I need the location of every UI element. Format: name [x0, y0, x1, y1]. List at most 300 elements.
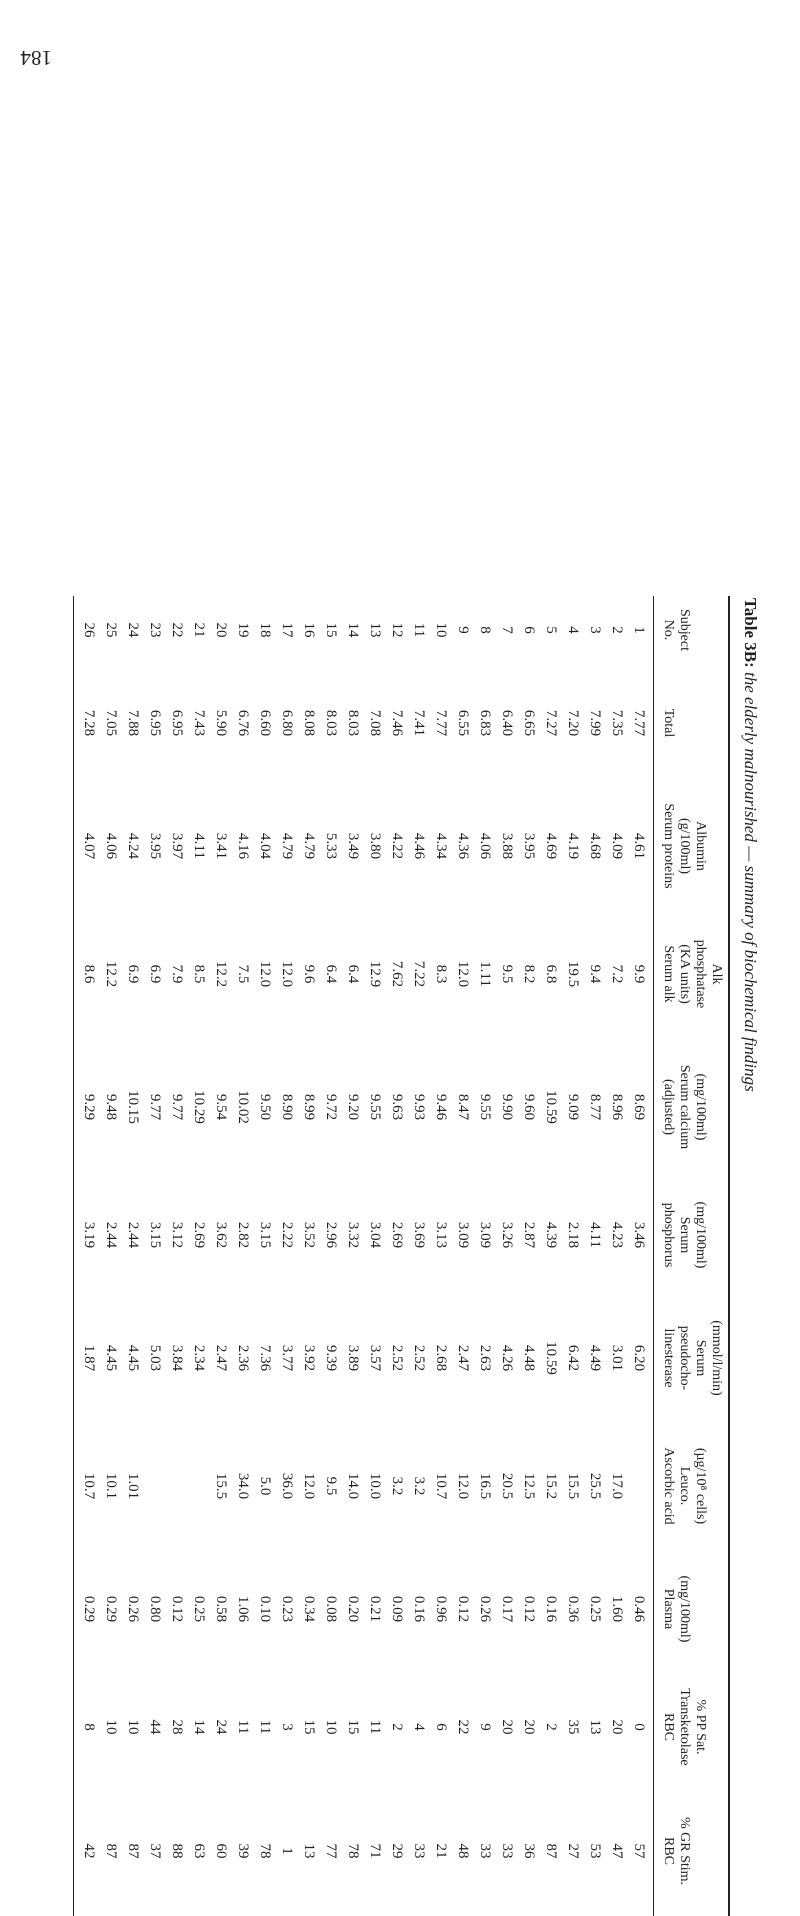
- table-row: [210, 596, 232, 1916]
- table-cell: 3.46: [631, 1221, 647, 1249]
- table-cell: 4.06: [103, 832, 119, 860]
- table-cell: 2.36: [235, 1344, 251, 1372]
- table-cell: 4: [411, 1723, 427, 1731]
- table-cell: 78: [257, 1843, 273, 1859]
- table-cell: 60: [213, 1843, 229, 1859]
- table-cell: 20.5: [499, 1472, 515, 1500]
- table-cell: 0.10: [257, 1595, 273, 1623]
- table-cell: 3.84: [169, 1344, 185, 1372]
- table-cell: 1.87: [81, 1344, 97, 1372]
- table-cell: 4.11: [191, 833, 207, 859]
- table-cell: 8.2: [521, 964, 537, 984]
- table-cell: 9.5: [499, 964, 515, 984]
- table-cell: 7.62: [389, 960, 405, 988]
- table-cell: 1.01: [125, 1472, 141, 1500]
- table-cell: 15: [345, 1719, 361, 1735]
- table-row: [452, 596, 474, 1916]
- table-cell: 2.68: [433, 1344, 449, 1372]
- table-cell: 77: [323, 1843, 339, 1859]
- table-cell: 3.52: [301, 1221, 317, 1249]
- table-cell: 9.6: [301, 964, 317, 984]
- table-cell: 13: [367, 622, 383, 638]
- table-cell: [188, 1422, 210, 1550]
- table-cell: 8.77: [587, 1093, 603, 1121]
- table-cell: 3.09: [477, 1221, 493, 1249]
- table-cell: 2.47: [455, 1344, 471, 1372]
- table-cell: 14: [345, 622, 361, 638]
- table-cell: 9.29: [81, 1093, 97, 1121]
- table-cell: 3.26: [499, 1221, 515, 1249]
- table-cell: 20: [609, 1719, 625, 1735]
- table-cell: 7.88: [125, 709, 141, 737]
- table-cell: 4.39: [543, 1221, 559, 1249]
- table-cell: 10.7: [433, 1472, 449, 1500]
- table-cell: 8.90: [279, 1093, 295, 1121]
- table-cell: 11: [257, 1719, 273, 1735]
- table-row: [518, 596, 540, 1916]
- table-cell: 12.5: [521, 1472, 537, 1500]
- table-cell: 2.22: [279, 1221, 295, 1249]
- table-cell: 0.26: [477, 1595, 493, 1623]
- table-cell: 7.36: [257, 1344, 273, 1372]
- table-cell: 8.5: [191, 964, 207, 984]
- table-cell: [144, 1422, 166, 1550]
- table-cell: 2.82: [235, 1221, 251, 1249]
- table-cell: 0.80: [147, 1595, 163, 1623]
- table-cell: 47: [609, 1843, 625, 1859]
- table-cell: 0.29: [103, 1595, 119, 1623]
- col-header-rbc-gr-stim: % GR Stim. RBC: [661, 1816, 692, 1886]
- table-cell: 6: [433, 1723, 449, 1731]
- table-cell: 8.03: [323, 709, 339, 737]
- table-cell: 63: [191, 1843, 207, 1859]
- table-cell: 5.33: [323, 832, 339, 860]
- table-cell: 12.0: [455, 960, 471, 988]
- table-row: [166, 596, 188, 1916]
- table-cell: 9.72: [323, 1093, 339, 1121]
- table-cell: 11: [235, 1719, 251, 1735]
- table-cell: 9.50: [257, 1093, 273, 1121]
- table-cell: 78: [345, 1843, 361, 1859]
- table-cell: 7.9: [169, 964, 185, 984]
- table-cell: 20: [499, 1719, 515, 1735]
- table-cell: 37: [147, 1843, 163, 1859]
- table-cell: 15.2: [543, 1472, 559, 1500]
- table-cell: 6.42: [565, 1344, 581, 1372]
- table-row: [122, 596, 144, 1916]
- table-row: [408, 596, 430, 1916]
- table-cell: 0.16: [543, 1595, 559, 1623]
- table-row: [144, 596, 166, 1916]
- table-cell: 4.23: [609, 1221, 625, 1249]
- table-cell: 6.4: [345, 964, 361, 984]
- table-cell: 3.92: [301, 1344, 317, 1372]
- table-cell: 4.68: [587, 832, 603, 860]
- table-cell: 0.36: [565, 1595, 581, 1623]
- table-cell: 53: [587, 1843, 603, 1859]
- table-cell: 6.8: [543, 964, 559, 984]
- table-cell: 42: [81, 1843, 97, 1859]
- table-row: [628, 596, 654, 1916]
- table-cell: 11: [411, 622, 427, 638]
- table-cell: 7.27: [543, 709, 559, 737]
- table-cell: 7.20: [565, 709, 581, 737]
- table-cell: 8.3: [433, 964, 449, 984]
- table-cell: 14: [191, 1719, 207, 1735]
- table-cell: 9.20: [345, 1093, 361, 1121]
- table-cell: 2: [609, 626, 625, 634]
- table-cell: 7.43: [191, 709, 207, 737]
- table-cell: 10.0: [367, 1472, 383, 1500]
- table-cell: 3.77: [279, 1344, 295, 1372]
- table-cell: 3.49: [345, 832, 361, 860]
- table-cell: 7.28: [81, 709, 97, 737]
- table-cell: 4.49: [587, 1344, 603, 1372]
- table-row: [78, 596, 100, 1916]
- table-cell: 4.06: [477, 832, 493, 860]
- table-cell: 10.1: [103, 1472, 119, 1500]
- table-cell: 19: [235, 622, 251, 638]
- table-cell: 19.5: [565, 960, 581, 988]
- table-row: [276, 596, 298, 1916]
- table-cell: 22: [455, 1719, 471, 1735]
- table-cell: 3.01: [609, 1344, 625, 1372]
- table-cell: 3.12: [169, 1221, 185, 1249]
- table-cell: 1: [279, 1847, 295, 1855]
- table-cell: 10: [103, 1719, 119, 1735]
- table-cell: 6.95: [147, 709, 163, 737]
- table-cell: 3.15: [147, 1221, 163, 1249]
- table-cell: 5: [543, 626, 559, 634]
- table-cell: 0.34: [301, 1595, 317, 1623]
- table-cell: 3.57: [367, 1344, 383, 1372]
- table-cell: 7.2: [609, 964, 625, 984]
- table-cell: 4.24: [125, 832, 141, 860]
- table-cell: 4.04: [257, 832, 273, 860]
- col-header-total: Total: [661, 708, 676, 738]
- table-row: [606, 596, 628, 1916]
- table-cell: 15.5: [565, 1472, 581, 1500]
- table-cell: 36: [521, 1843, 537, 1859]
- table-cell: 24: [213, 1719, 229, 1735]
- table-cell: 12.0: [301, 1472, 317, 1500]
- table-row: [540, 596, 562, 1916]
- table-row: [474, 596, 496, 1916]
- table-cell: 0.12: [169, 1595, 185, 1623]
- table-row: [298, 596, 320, 1916]
- table-cell: 0.12: [521, 1595, 537, 1623]
- table-cell: 0.29: [81, 1595, 97, 1623]
- table-cell: 29: [389, 1843, 405, 1859]
- table-cell: [628, 1422, 654, 1550]
- table-cell: 8.99: [301, 1093, 317, 1121]
- table-cell: 8.96: [609, 1093, 625, 1121]
- table-cell: 10.29: [191, 1090, 207, 1124]
- caption-text: the elderly malnourished — summary of biochemical findings: [741, 672, 760, 1092]
- table-cell: 12.0: [455, 1472, 471, 1500]
- table-cell: 4.36: [455, 832, 471, 860]
- table-cell: 7.99: [587, 709, 603, 737]
- table-cell: 4.34: [433, 832, 449, 860]
- table-row: [584, 596, 606, 1916]
- table-cell: 9.9: [631, 964, 647, 984]
- col-header-plasma: (mg/100ml) Plasma: [661, 1575, 692, 1643]
- table-cell: 1.60: [609, 1595, 625, 1623]
- table-cell: 4.61: [631, 832, 647, 860]
- table-cell: 12.2: [103, 960, 119, 988]
- table-row: [188, 596, 210, 1916]
- table-row: [342, 596, 364, 1916]
- table-cell: 7.77: [631, 709, 647, 737]
- table-cell: 9.77: [169, 1093, 185, 1121]
- table-cell: 6: [521, 626, 537, 634]
- table-cell: 13: [587, 1719, 603, 1735]
- table-cell: 22: [169, 622, 185, 638]
- table-cell: 6.4: [323, 964, 339, 984]
- col-header-serum-calcium: (mg/100ml) Serum calcium (adjusted): [661, 1064, 708, 1150]
- table-cell: 2.52: [411, 1344, 427, 1372]
- table-cell: 6.80: [279, 709, 295, 737]
- table-cell: 48: [455, 1843, 471, 1859]
- table-cell: 21: [191, 622, 207, 638]
- table-row: [496, 596, 518, 1916]
- table-cell: 4.46: [411, 832, 427, 860]
- table-cell: 21: [433, 1843, 449, 1859]
- table-cell: 9.55: [477, 1093, 493, 1121]
- table-cell: 2.69: [389, 1221, 405, 1249]
- table-cell: 35: [565, 1719, 581, 1735]
- table-cell: 2.47: [213, 1344, 229, 1372]
- col-header-serum-phosphorus: (mg/100ml) Serum phosphorus: [661, 1201, 708, 1269]
- page-number: 184: [20, 46, 52, 70]
- table-cell: 0.25: [587, 1595, 603, 1623]
- top-rule: [728, 596, 730, 1916]
- table-cell: 4.09: [609, 832, 625, 860]
- table-cell: 87: [125, 1843, 141, 1859]
- table-cell: 7.22: [411, 960, 427, 988]
- caption-label: Table 3B:: [741, 598, 760, 668]
- table-cell: 4.45: [125, 1344, 141, 1372]
- table-cell: 12.9: [367, 960, 383, 988]
- table-cell: 24: [125, 622, 141, 638]
- table-cell: 9.90: [499, 1093, 515, 1121]
- table-cell: 9.77: [147, 1093, 163, 1121]
- table-cell: 3.89: [345, 1344, 361, 1372]
- table-cell: 3.97: [169, 832, 185, 860]
- table-cell: 9: [477, 1723, 493, 1731]
- table-cell: 2.63: [477, 1344, 493, 1372]
- table-cell: 10.59: [543, 1090, 559, 1124]
- table-cell: 3.69: [411, 1221, 427, 1249]
- table-cell: 0.96: [433, 1595, 449, 1623]
- table-cell: 15.5: [213, 1472, 229, 1500]
- table-cell: 9.54: [213, 1093, 229, 1121]
- table-cell: 0.58: [213, 1595, 229, 1623]
- table-cell: 7.08: [367, 709, 383, 737]
- table-cell: 0.26: [125, 1595, 141, 1623]
- table-cell: 6.76: [235, 709, 251, 737]
- table-cell: 2.87: [521, 1221, 537, 1249]
- table-cell: 7: [499, 626, 515, 634]
- table-cell: 17.0: [609, 1472, 625, 1500]
- table-cell: 5.0: [257, 1476, 273, 1496]
- table-cell: 4.48: [521, 1344, 537, 1372]
- table-cell: 17: [279, 622, 295, 638]
- table-cell: 57: [631, 1843, 647, 1859]
- table-cell: 2.69: [191, 1221, 207, 1249]
- table-cell: 23: [147, 622, 163, 638]
- table-cell: [166, 1422, 188, 1550]
- table-cell: 0.12: [455, 1595, 471, 1623]
- table-cell: 9.55: [367, 1093, 383, 1121]
- table-cell: 1.06: [235, 1595, 251, 1623]
- table-cell: 3: [587, 626, 603, 634]
- table-cell: 4.19: [565, 832, 581, 860]
- table-cell: 9.46: [433, 1093, 449, 1121]
- table-cell: 87: [543, 1843, 559, 1859]
- table-cell: 5.03: [147, 1344, 163, 1372]
- table-cell: 6.95: [169, 709, 185, 737]
- table-cell: 10.59: [543, 1341, 559, 1375]
- table-cell: 71: [367, 1843, 383, 1859]
- table-cell: 4.16: [235, 832, 251, 860]
- table-cell: 12.0: [257, 960, 273, 988]
- table-cell: 20: [521, 1719, 537, 1735]
- table-cell: 0.09: [389, 1595, 405, 1623]
- table-cell: 28: [169, 1719, 185, 1735]
- table-cell: 10: [323, 1719, 339, 1735]
- table-cell: 10.15: [125, 1090, 141, 1124]
- table-cell: 11: [367, 1719, 383, 1735]
- table-cell: 0.20: [345, 1595, 361, 1623]
- table-cell: 3.41: [213, 832, 229, 860]
- table-cell: 3.95: [147, 832, 163, 860]
- table-cell: 2.34: [191, 1344, 207, 1372]
- table-cell: 20: [213, 622, 229, 638]
- table-cell: 3.19: [81, 1221, 97, 1249]
- table-cell: 3.15: [257, 1221, 273, 1249]
- table-cell: 0: [631, 1723, 647, 1731]
- table-row: [386, 596, 408, 1916]
- table-cell: 2.52: [389, 1344, 405, 1372]
- table-cell: 1: [631, 626, 647, 634]
- table-cell: 3.62: [213, 1221, 229, 1249]
- table-cell: 3.13: [433, 1221, 449, 1249]
- table-cell: 2.44: [125, 1221, 141, 1249]
- table-cell: 1.11: [477, 961, 493, 987]
- table-cell: 6.83: [477, 709, 493, 737]
- table-cell: 8.69: [631, 1093, 647, 1121]
- table-cell: 4.26: [499, 1344, 515, 1372]
- table-cell: 4.07: [81, 832, 97, 860]
- table-cell: 16: [301, 622, 317, 638]
- table-cell: 5.90: [213, 709, 229, 737]
- col-header-alk-phosphatase: Alk phosphatase (KA units) Serum alk: [661, 939, 724, 1009]
- table-cell: 8.03: [345, 709, 361, 737]
- table-cell: 14.0: [345, 1472, 361, 1500]
- table-cell: 6.9: [147, 964, 163, 984]
- table-row: [364, 596, 386, 1916]
- table-cell: 3.09: [455, 1221, 471, 1249]
- table-cell: 0.16: [411, 1595, 427, 1623]
- table-row: [562, 596, 584, 1916]
- table-cell: 0.21: [367, 1595, 383, 1623]
- table-cell: 0.46: [631, 1595, 647, 1623]
- table-cell: 9.4: [587, 964, 603, 984]
- table-cell: 33: [499, 1843, 515, 1859]
- table-cell: 9.39: [323, 1344, 339, 1372]
- table-cell: 87: [103, 1843, 119, 1859]
- biochem-table: [78, 596, 728, 1916]
- table-cell: 4.45: [103, 1344, 119, 1372]
- table-cell: 9.09: [565, 1093, 581, 1121]
- table-cell: 2: [389, 1723, 405, 1731]
- table-cell: 6.20: [631, 1344, 647, 1372]
- table-row: [320, 596, 342, 1916]
- table-cell: 3.80: [367, 832, 383, 860]
- table-cell: 39: [235, 1843, 251, 1859]
- table-cell: 2.44: [103, 1221, 119, 1249]
- table-cell: 8: [81, 1723, 97, 1731]
- table-cell: 10: [125, 1719, 141, 1735]
- table-cell: 18: [257, 622, 273, 638]
- table-row: [100, 596, 122, 1916]
- table-cell: 7.77: [433, 709, 449, 737]
- table-cell: 6.60: [257, 709, 273, 737]
- table-cell: 0.08: [323, 1595, 339, 1623]
- table-cell: 3.88: [499, 832, 515, 860]
- table-cell: 8.08: [301, 709, 317, 737]
- rotated-table-block: [20, 596, 760, 1916]
- table-cell: 3.04: [367, 1221, 383, 1249]
- table-cell: 7.46: [389, 709, 405, 737]
- table-cell: 8: [477, 626, 493, 634]
- table-cell: 3.2: [389, 1476, 405, 1496]
- table-cell: 33: [477, 1843, 493, 1859]
- table-cell: 7.35: [609, 709, 625, 737]
- table-cell: 8.6: [81, 964, 97, 984]
- table-cell: 4.79: [279, 832, 295, 860]
- table-cell: 0.25: [191, 1595, 207, 1623]
- table-cell: 2.18: [565, 1221, 581, 1249]
- table-cell: 15: [323, 622, 339, 638]
- table-cell: 3.32: [345, 1221, 361, 1249]
- table-cell: 9.93: [411, 1093, 427, 1121]
- table-cell: 9.60: [521, 1093, 537, 1121]
- col-header-leuco-ascorbic-acid: (µg/10⁸ cells) Leuco. Ascorbic acid: [661, 1447, 708, 1525]
- table-caption: [730, 596, 760, 1916]
- table-cell: 6.9: [125, 964, 141, 984]
- table-row: [232, 596, 254, 1916]
- table-cell: 7.05: [103, 709, 119, 737]
- table-cell: 4.79: [301, 832, 317, 860]
- bottom-rule: [73, 596, 74, 1916]
- table-cell: 3.2: [411, 1476, 427, 1496]
- table-cell: 44: [147, 1719, 163, 1735]
- table-cell: 10.02: [235, 1090, 251, 1124]
- col-header-albumin: Albumin (g/100ml) Serum proteins: [661, 803, 708, 889]
- table-cell: 15: [301, 1719, 317, 1735]
- table-cell: 6.55: [455, 709, 471, 737]
- table-cell: 26: [81, 622, 97, 638]
- table-cell: 0.23: [279, 1595, 295, 1623]
- table-cell: 4.69: [543, 832, 559, 860]
- col-header-rbc-transketolase: % PP Sat. Transketolase RBC: [661, 1688, 708, 1766]
- table-cell: 10: [433, 622, 449, 638]
- table-cell: 10.7: [81, 1472, 97, 1500]
- table-cell: 4.22: [389, 832, 405, 860]
- table-cell: 3.95: [521, 832, 537, 860]
